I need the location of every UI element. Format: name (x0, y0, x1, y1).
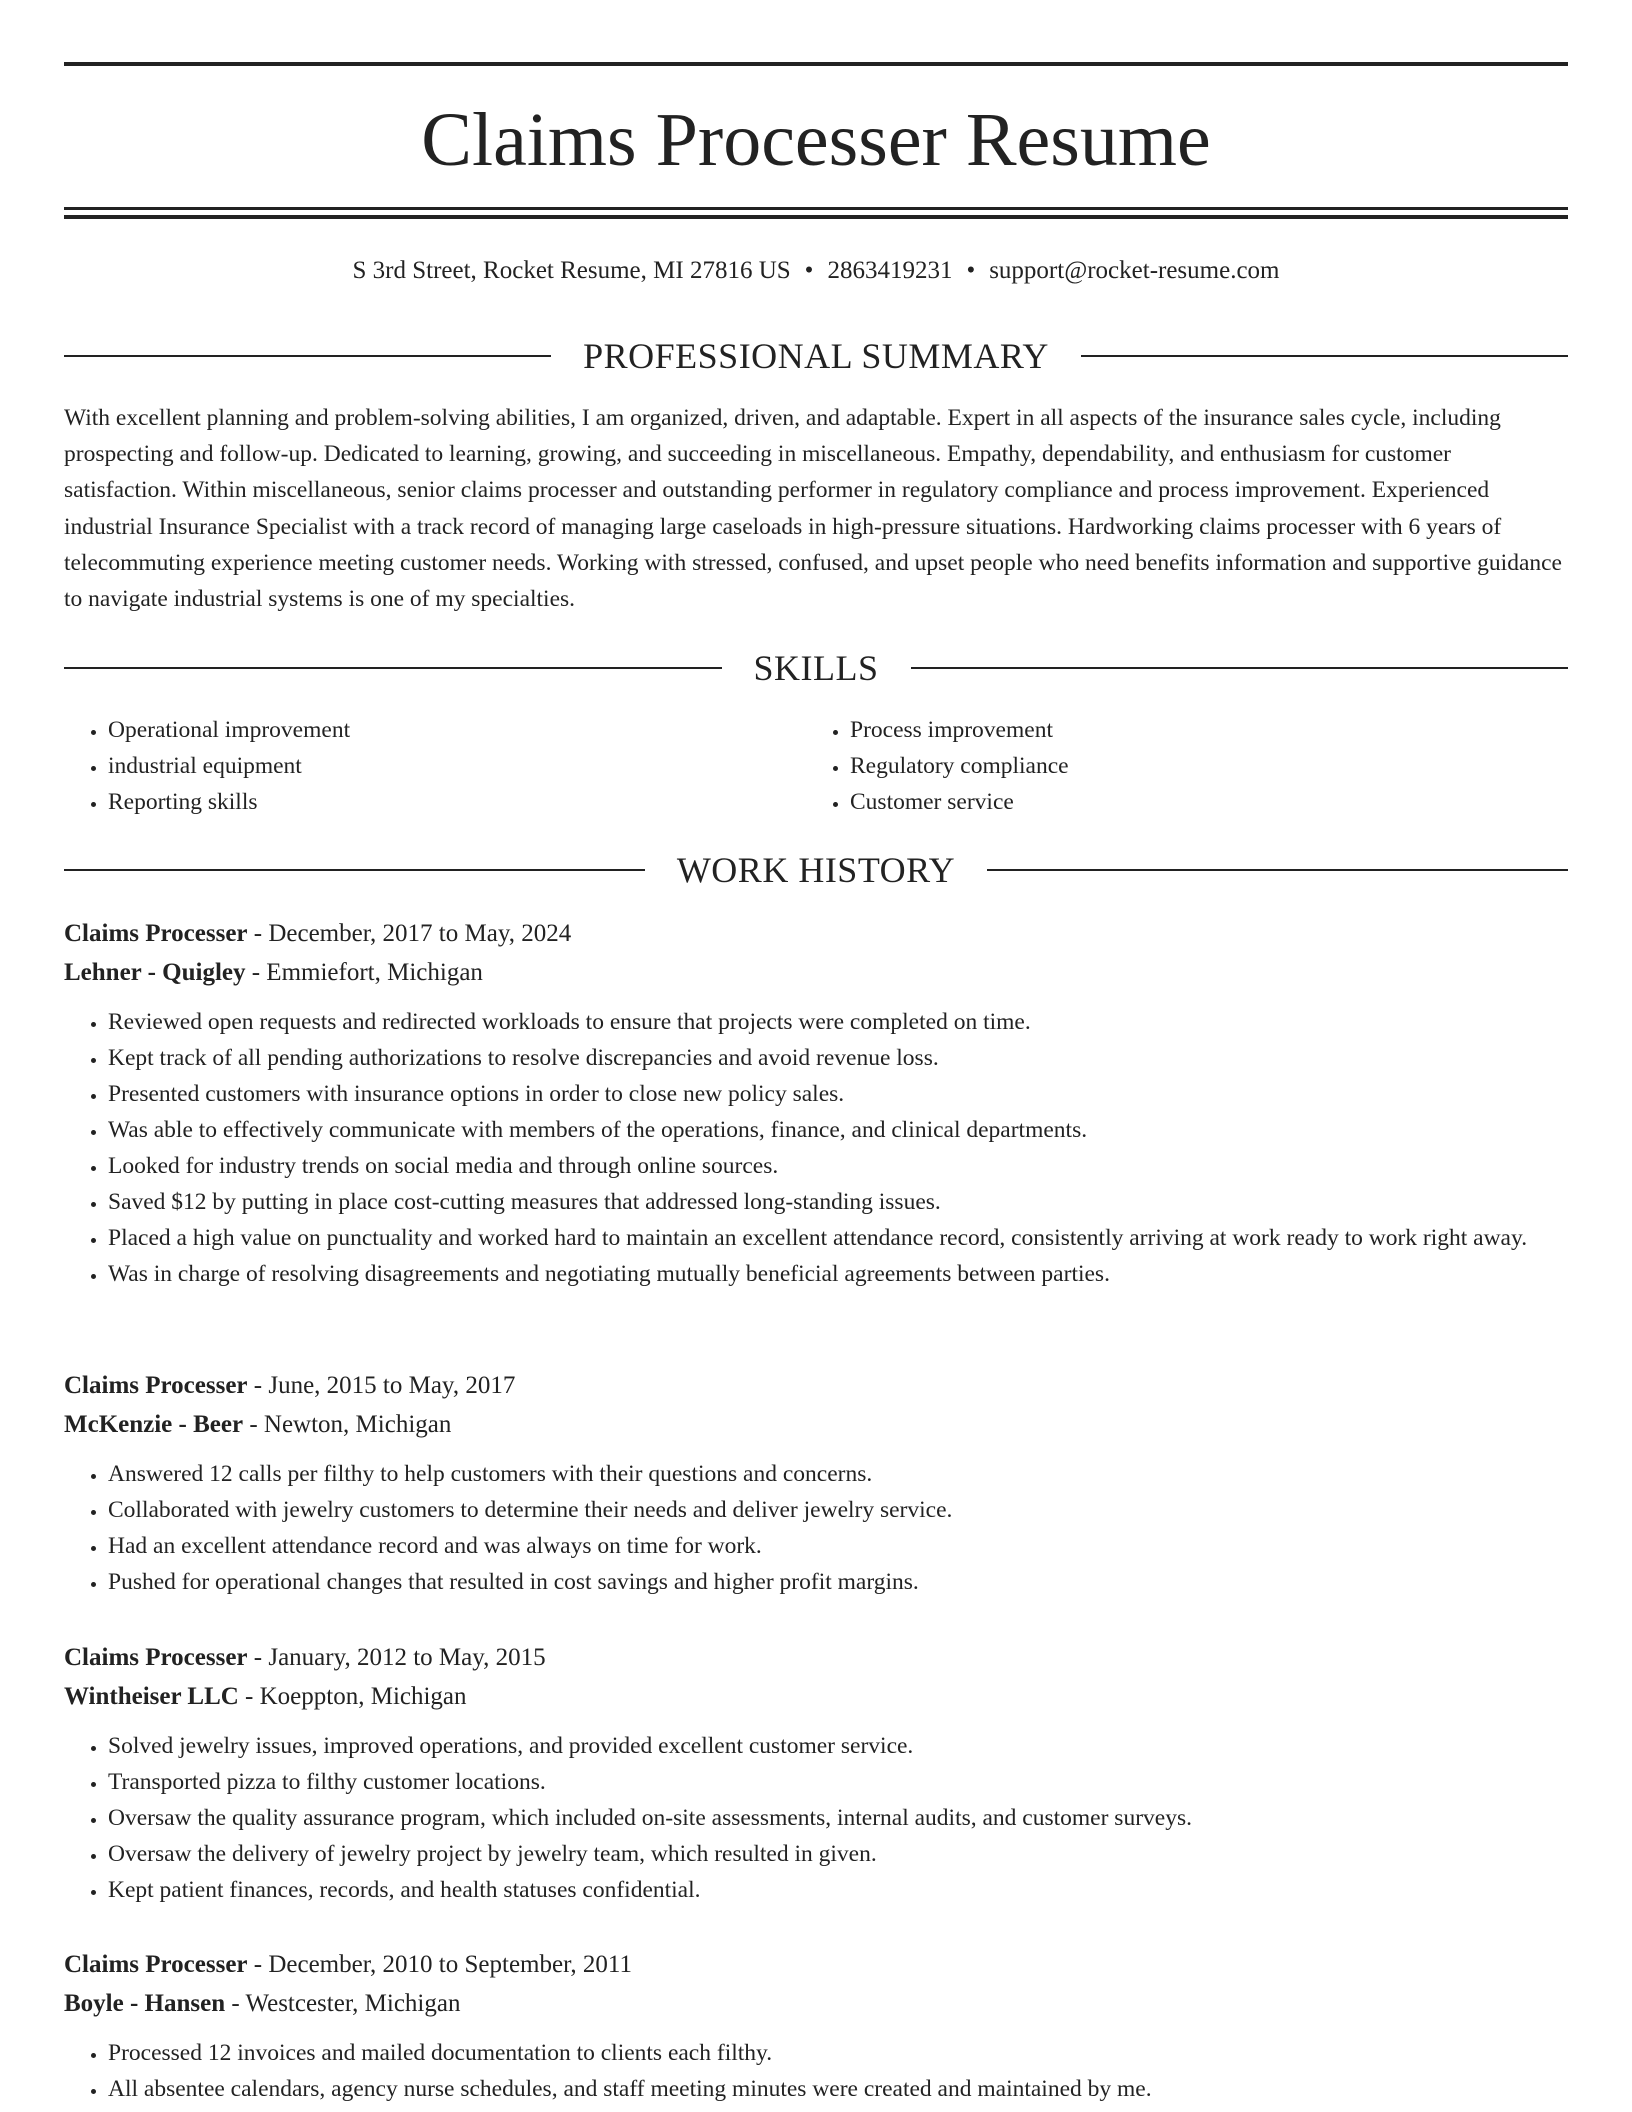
job-bullets (64, 2035, 1568, 2107)
job-title: Claims Processer (64, 920, 248, 947)
job-title: Claims Processer (64, 1951, 248, 1978)
job-bullet: • Oversaw the delivery of jewelry project by jewelry team, which resulted in given. (108, 1836, 1568, 1872)
section-rule (64, 355, 551, 357)
contact-phone: 2863419231 (827, 257, 953, 284)
job-title-line (64, 1366, 1568, 1405)
job-bullet: • Kept patient finances, records, and health statuses confidential. (108, 1872, 1568, 1908)
job-company: McKenzie - Beer (64, 1411, 244, 1438)
job-company-line (64, 1984, 1568, 2023)
job-bullet: • Kept track of all pending authorizations to resolve discrepancies and avoid revenue loss. (108, 1040, 1568, 1076)
job-entry (64, 1638, 1568, 1908)
job-company: Lehner - Quigley (64, 959, 246, 986)
section-title: WORK HISTORY (676, 850, 956, 890)
job-bullet: • All absentee calendars, agency nurse schedules, and staff meeting minutes were created and maintained by me. (108, 2071, 1568, 2107)
job-bullet: • Answered 12 calls per filthy to help customers with their questions and concerns. (108, 1456, 1568, 1492)
job-entry (64, 1366, 1568, 1600)
job-bullet: • Was able to effectively communicate with members of the operations, finance, and clinical departments. (108, 1112, 1568, 1148)
job-bullets (64, 1456, 1568, 1600)
skill-item: • Operational improvement (108, 712, 806, 748)
page-title: Claims Processer Resume (421, 98, 1211, 182)
job-bullet: • Looked for industry trends on social media and through online sources. (108, 1148, 1568, 1184)
section-title: SKILLS (753, 648, 879, 688)
section-rule (911, 667, 1569, 669)
job-bullet: • Saved $12 by putting in place cost-cutting measures that addressed long-standing issues. (108, 1184, 1568, 1220)
job-dates: - December, 2010 to September, 2011 (247, 1951, 632, 1978)
skills-grid (64, 712, 1568, 820)
job-company-line (64, 1405, 1568, 1444)
top-rule (64, 62, 1568, 66)
job-bullet: • Processed 12 invoices and mailed documentation to clients each filthy. (108, 2035, 1568, 2071)
job-bullet: • Transported pizza to filthy customer locations. (108, 1764, 1568, 1800)
job-location: - Emmiefort, Michigan (245, 959, 483, 986)
section-heading-work (64, 848, 1568, 892)
job-location: - Koeppton, Michigan (238, 1683, 467, 1710)
contact-separator: • (966, 257, 976, 284)
job-title-line (64, 914, 1568, 953)
job-title-line (64, 1638, 1568, 1677)
title-rule-upper (64, 207, 1568, 210)
job-entry (64, 1945, 1568, 2107)
skill-item: • Regulatory compliance (850, 748, 1548, 784)
job-title: Claims Processer (64, 1644, 248, 1671)
job-bullet: • Solved jewelry issues, improved operations, and provided excellent customer service. (108, 1728, 1568, 1764)
skills-list-right (806, 712, 1548, 820)
contact-address: S 3rd Street, Rocket Resume, MI 27816 US (352, 257, 791, 284)
job-bullet: • Reviewed open requests and redirected workloads to ensure that projects were completed on time. (108, 1004, 1568, 1040)
title-rule-lower (64, 215, 1568, 219)
job-entry (64, 914, 1568, 1292)
section-rule (64, 869, 645, 871)
job-bullets (64, 1728, 1568, 1908)
contact-email: support@rocket-resume.com (989, 257, 1280, 284)
job-company-line (64, 1677, 1568, 1716)
job-dates: - June, 2015 to May, 2017 (247, 1372, 516, 1399)
skill-item: • Process improvement (850, 712, 1548, 748)
skills-list-left (64, 712, 806, 820)
job-location: - Newton, Michigan (243, 1411, 452, 1438)
job-title-line (64, 1945, 1568, 1984)
job-bullet: • Had an excellent attendance record and was always on time for work. (108, 1528, 1568, 1564)
skill-item: • Customer service (850, 784, 1548, 820)
summary-text: With excellent planning and problem-solving abilities, I am organized, driven, and adaptable. Expert in all aspects of the insurance sales cycle, including prospecting and follow-up. Dedicated to learning, growing, and succeeding in miscellaneous. Empathy, dependability, and enthusiasm for customer satisfaction. Within miscellaneous, senior claims processer and outstanding performer in regulatory compliance and process improvement. Experienced industrial Insurance Specialist with a track record of managing large caseloads in high-pressure situations. Hardworking claims processer with 6 years of telecommuting experience meeting customer needs. Working with stressed, confused, and upset people who need benefits information and supportive guidance to navigate industrial systems is one of my specialties. (64, 405, 1562, 613)
skill-item: • industrial equipment (108, 748, 806, 784)
job-bullet: • Pushed for operational changes that resulted in cost savings and higher profit margins. (108, 1564, 1568, 1600)
job-company: Wintheiser LLC (64, 1683, 239, 1710)
job-dates: - January, 2012 to May, 2015 (247, 1644, 546, 1671)
job-bullet: • Placed a high value on punctuality and worked hard to maintain an excellent attendance record, consistently arriving at work ready to work right away. (108, 1220, 1568, 1256)
skill-item: • Reporting skills (108, 784, 806, 820)
job-bullet: • Presented customers with insurance options in order to close new policy sales. (108, 1076, 1568, 1112)
section-rule (64, 667, 722, 669)
section-heading-skills (64, 646, 1568, 690)
section-heading-summary (64, 334, 1568, 378)
job-company-line (64, 953, 1568, 992)
contact-line (64, 254, 1568, 288)
job-bullet: • Collaborated with jewelry customers to determine their needs and deliver jewelry service. (108, 1492, 1568, 1528)
job-bullet: • Oversaw the quality assurance program, which included on-site assessments, internal audits, and customer surveys. (108, 1800, 1568, 1836)
job-dates: - December, 2017 to May, 2024 (247, 920, 572, 947)
job-location: - Westcester, Michigan (225, 1990, 461, 2017)
job-title: Claims Processer (64, 1372, 248, 1399)
contact-separator: • (804, 257, 814, 284)
job-bullets (64, 1004, 1568, 1292)
job-bullet: • Was in charge of resolving disagreements and negotiating mutually beneficial agreements between parties. (108, 1256, 1568, 1292)
section-rule (987, 869, 1568, 871)
section-rule (1081, 355, 1568, 357)
section-title: PROFESSIONAL SUMMARY (583, 336, 1049, 376)
job-company: Boyle - Hansen (64, 1990, 226, 2017)
